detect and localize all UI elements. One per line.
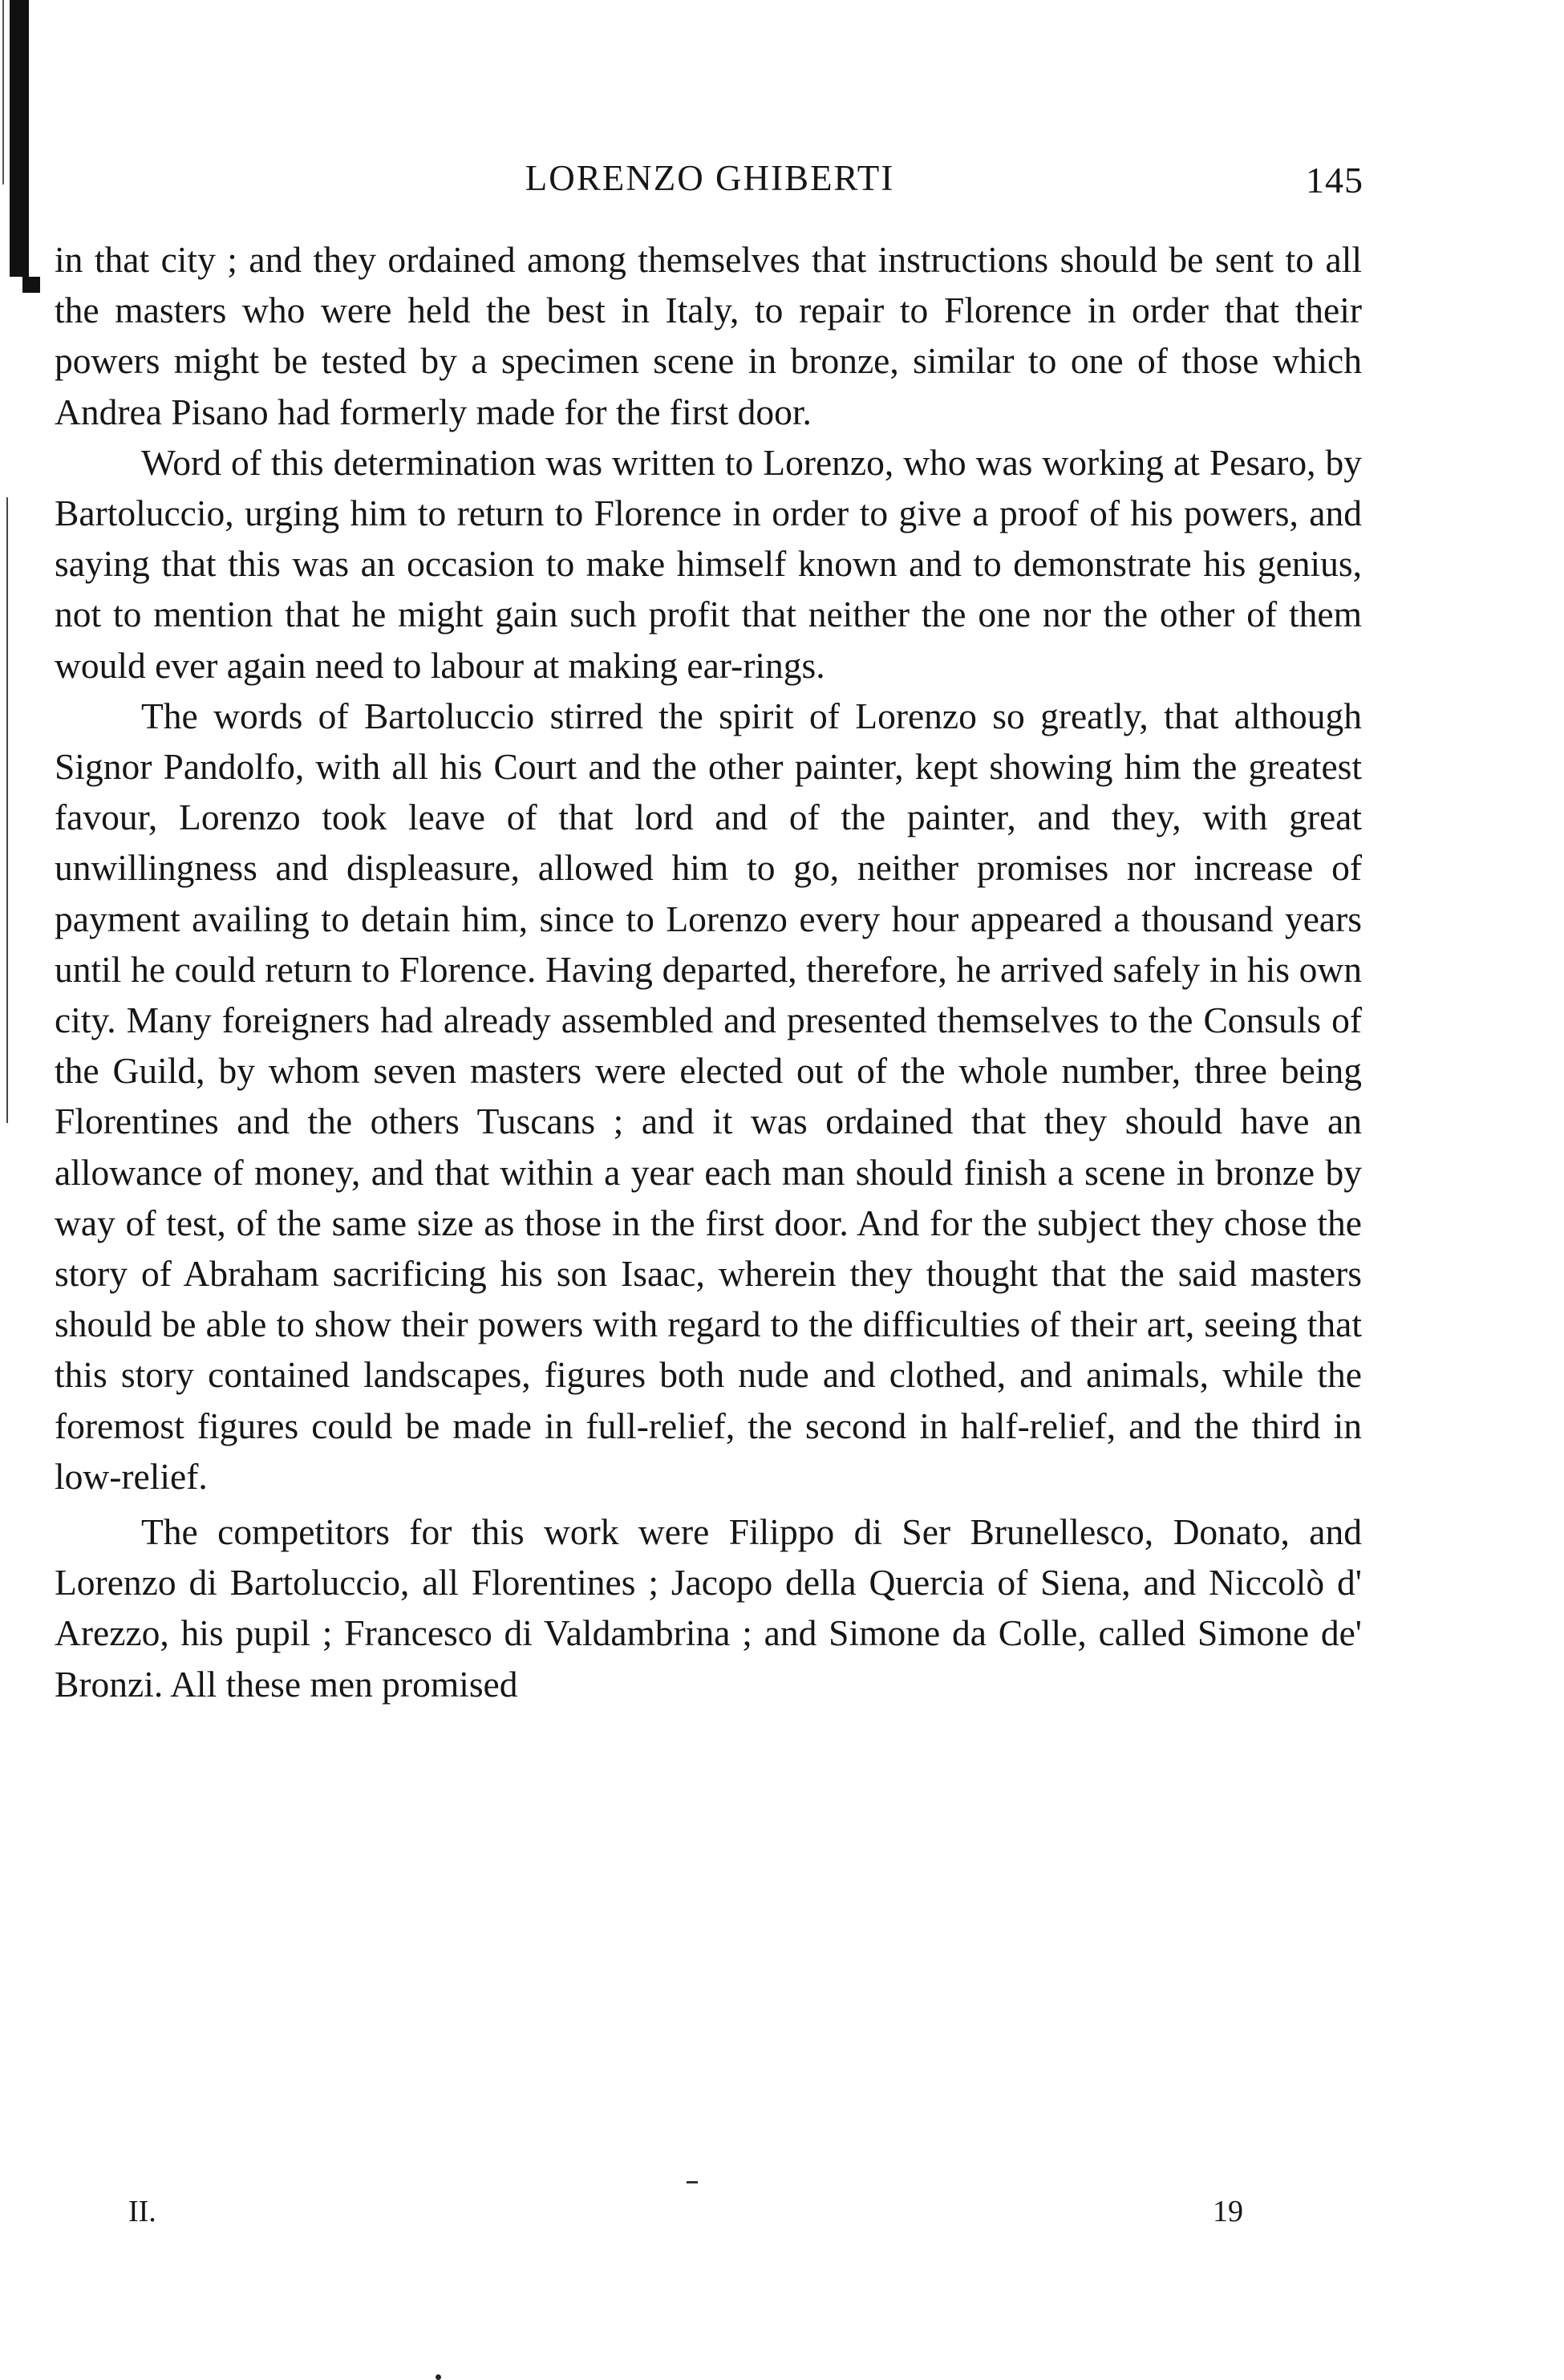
paragraph-continued: in that city ; and they ordained among themselves that instructions should be sent to all the masters who were held the best in Italy, to repair to Florence in order that their powers might be tested by a specimen scene in bronze, similar to one of those which Andrea Pisano had formerly made for the first door. xyxy=(55,239,1362,432)
scan-edge-artifact xyxy=(22,277,40,293)
paragraph: Word of this determination was written to Lorenzo, who was working at Pesaro, by Bartoluccio, urging him to return to Florence in order to give a proof of his powers, and saying that this was an occasion to make himself known and to demonstrate his genius, not to mention that he might gain such profit that neither the one nor the other of them would ever again need to labour at making ear-rings. xyxy=(55,441,1362,686)
scan-edge-line xyxy=(6,497,8,1123)
print-mark xyxy=(687,2181,698,2183)
ink-speck xyxy=(436,2374,441,2380)
page-footer xyxy=(128,2194,1243,2234)
paragraph: The competitors for this work were Filippo di Ser Brunellesco, Donato, and Lorenzo di Bartoluccio, all Florentines ; Jacopo della Quercia of Siena, and Niccolò d' Arezzo, his pupil ; Francesco di Valdambrina ; and Simone da Colle, called Simone de' Bronzi. All these men promised xyxy=(55,1511,1362,1705)
paragraph: The words of Bartoluccio stirred the spirit of Lorenzo so greatly, that although Signor Pandolfo, with all his Court and the other painter, kept showing him the greatest favour, Lorenzo took leave of that lord and of the painter, and they, with great unwillingness and displeasure, allowed him to go, neither promises nor increase of payment availing to detain him, since to Lorenzo every hour appeared a thousand years until he could return to Florence. Having departed, therefore, he arrived safely in his own city. Many foreigners had already assembled and presented themselves to the Consuls of the Guild, by whom seven masters were elected out of the whole number, three being Florentines and the others Tuscans ; and it was ordained that they should have an allowance of money, and that within a year each man should finish a scene in bronze by way of test, of the same size as those in the first door. And for the subject they chose the story of Abraham sacrificing his son Isaac, wherein they thought that the said masters should be able to show their powers with regard to the difficulties of their art, seeing that this story contained landscapes, figures both nude and clothed, and animals, while the foremost figures could be made in full-relief, the second in half-relief, and the third in low-relief. xyxy=(55,695,1362,1497)
sheet-signature: 19 xyxy=(1213,2195,1243,2228)
scan-edge-line xyxy=(2,0,4,184)
body-text xyxy=(55,234,1362,1709)
page-number: 145 xyxy=(1306,160,1363,201)
page-header xyxy=(56,157,1363,205)
scan-edge-artifact xyxy=(10,0,29,277)
running-title: LORENZO GHIBERTI xyxy=(525,158,895,198)
volume-signature: II. xyxy=(128,2195,156,2228)
